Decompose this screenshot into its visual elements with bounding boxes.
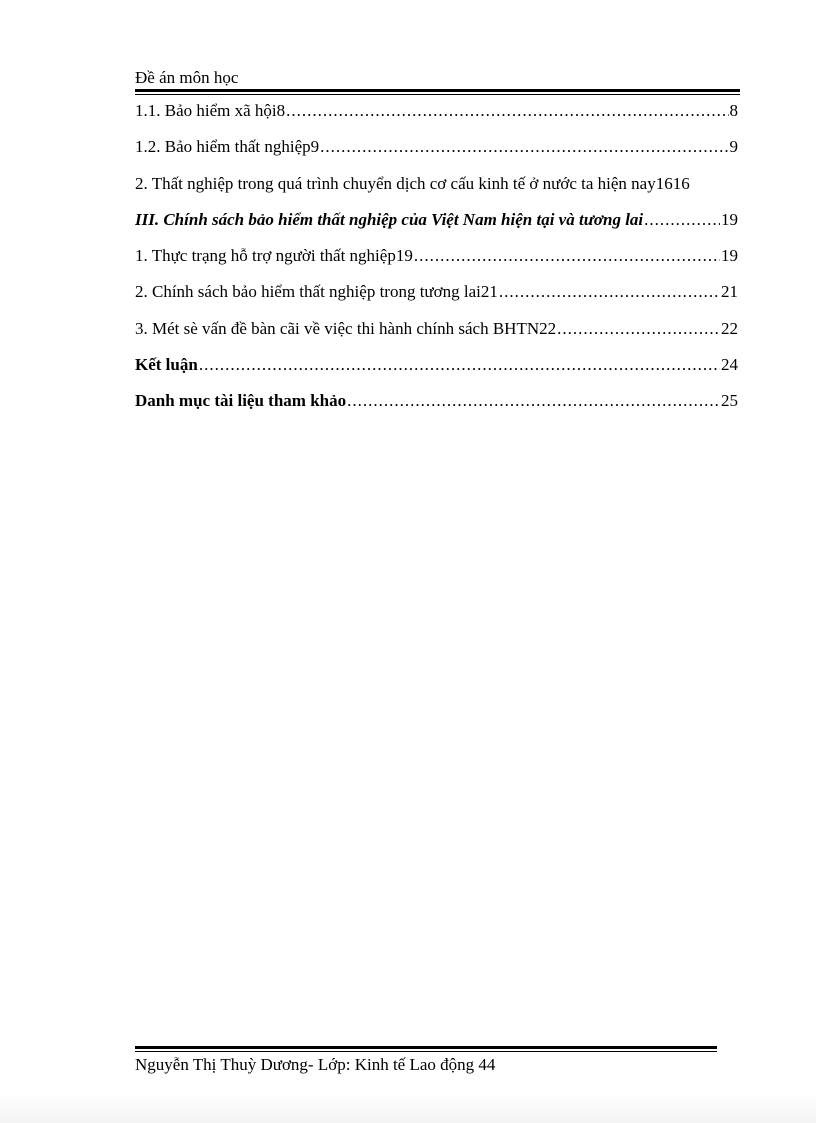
toc-entry-page: 24: [721, 355, 738, 375]
header-rule: [135, 89, 740, 92]
footer-rule: [135, 1046, 717, 1049]
toc-entry-ket-luan[interactable]: [135, 352, 738, 388]
toc-dot-leader: [347, 388, 720, 414]
toc-entry-page: 21: [721, 282, 738, 302]
toc-entry-page: 8: [729, 101, 738, 120]
page-footer: [135, 1046, 717, 1075]
page-bottom-shade: [0, 1093, 816, 1123]
header-title: Đề án môn học: [135, 68, 239, 87]
toc-entry-2[interactable]: [135, 171, 738, 207]
toc-entry-page: 19: [721, 246, 738, 266]
toc-entry-iii-3[interactable]: [135, 316, 738, 352]
toc-entry-page: 22: [721, 318, 738, 338]
toc-dot-leader: [414, 243, 720, 269]
toc-entry-text: 1.1. Bảo hiểm xã hội8: [135, 101, 286, 120]
toc-dot-leader: [644, 207, 720, 233]
page-header: [135, 68, 740, 92]
toc-entry-text: 1.2. Bảo hiểm thất nghiệp9: [135, 137, 320, 157]
table-of-contents: [135, 98, 738, 425]
toc-entry-text: III. Chính sách bảo hiểm thất nghiệp của Việt Nam hiện tại và tương lai: [135, 209, 644, 229]
toc-entry-1-1[interactable]: [135, 98, 738, 134]
toc-dot-leader: [557, 316, 720, 342]
toc-entry-iii-2[interactable]: [135, 279, 738, 315]
toc-dot-leader: [320, 134, 728, 160]
toc-dot-leader: [199, 352, 720, 378]
toc-entry-text: 3. Mét sè vấn đề bàn cãi về việc thi hành chính sách BHTN22: [135, 318, 557, 338]
toc-entry-page: 25: [721, 391, 738, 411]
toc-dot-leader: [499, 279, 720, 305]
toc-entry-text: 1. Thực trạng hỗ trợ người thất nghiệp19: [135, 246, 413, 266]
toc-entry-text: Danh mục tài liệu tham khảo: [135, 391, 347, 411]
toc-entry-iii-1[interactable]: [135, 243, 738, 279]
toc-entry-text: 2. Chính sách bảo hiểm thất nghiệp trong tương lai21: [135, 282, 498, 302]
toc-dot-leader: [286, 98, 728, 124]
toc-entry-text: Kết luận: [135, 355, 198, 375]
toc-entry-text: 2. Thất nghiệp trong quá trình chuyển dịch cơ cấu kinh tế ở nước ta hiện nay1616: [135, 173, 690, 193]
toc-entry-1-2[interactable]: [135, 134, 738, 170]
toc-entry-references[interactable]: [135, 388, 738, 424]
footer-text: Nguyễn Thị Thuỳ Dương- Lớp: Kinh tế Lao động 44: [135, 1055, 496, 1074]
toc-entry-page: 9: [729, 137, 738, 157]
toc-entry-page: 19: [721, 209, 738, 229]
toc-entry-section-iii[interactable]: [135, 207, 738, 243]
